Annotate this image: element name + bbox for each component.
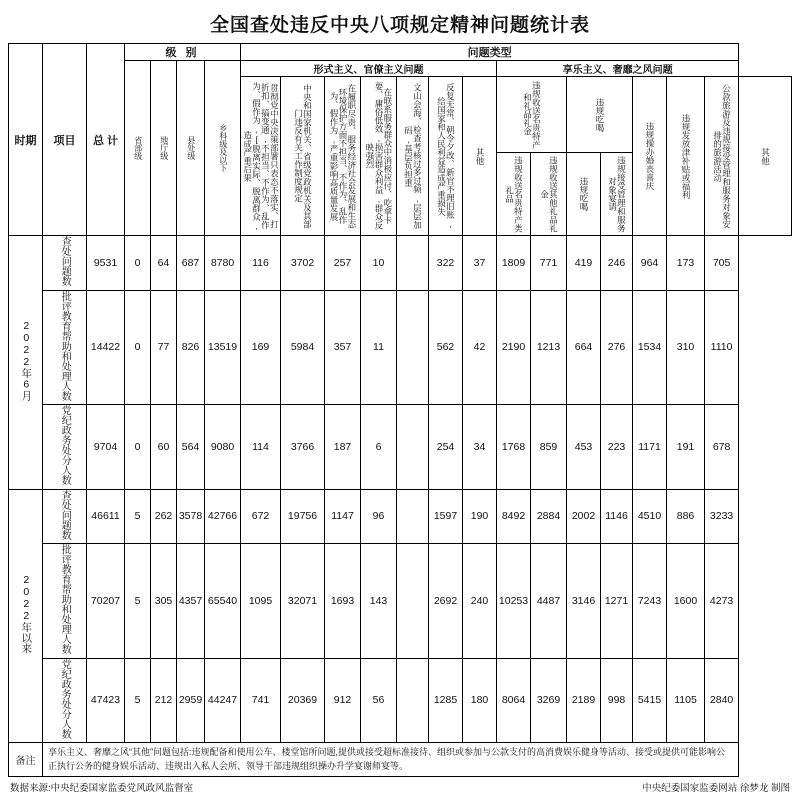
cell-level-4: 65540 [205,544,241,659]
cell-formalism-3: 187 [325,405,361,490]
footer [8,780,792,794]
cell-level-4: 44247 [205,658,241,743]
cell-formalism-2: 20369 [281,658,325,743]
cell-level-4: 9080 [205,405,241,490]
row-label: 党纪政务处分人数 [43,405,87,490]
cell-formalism-1: 1095 [241,544,281,659]
cell-formalism-2: 3766 [281,405,325,490]
note-row [9,743,792,777]
cell-total: 70207 [87,544,125,659]
cell-hedonism-7: 1105 [667,658,705,743]
row-label: 批评教育帮助和处理人数 [43,290,87,405]
cell-total: 9531 [87,236,125,291]
cell-formalism-3: 257 [325,236,361,291]
cell-hedonism-7: 173 [667,236,705,291]
cell-level-3: 3578 [177,489,205,544]
table-row [9,405,792,490]
cell-level-3: 4357 [177,544,205,659]
cell-level-1: 5 [125,544,151,659]
col-total: 总 计 [87,44,125,236]
cell-hedonism-1: 190 [463,489,497,544]
cell-hedonism-2: 1809 [497,236,531,291]
group-formalism: 形式主义、官僚主义问题 [241,61,497,77]
cell-formalism-2: 3702 [281,236,325,291]
cell-hedonism-2: 8064 [497,658,531,743]
cell-hedonism-6: 7243 [633,544,667,659]
cell-level-3: 564 [177,405,205,490]
cell-hedonism-4: 664 [567,290,601,405]
cell-hedonism-6: 1534 [633,290,667,405]
col-hedonism-gift: 违规收送名贵特产和礼品礼金 [497,77,567,153]
cell-level-2: 60 [151,405,177,490]
col-hedonism-sub-2: 违规收送其他礼品礼金 [531,153,567,236]
group-hedonism: 享乐主义、奢靡之风问题 [497,61,739,77]
cell-level-1: 0 [125,405,151,490]
cell-formalism-2: 19756 [281,489,325,544]
cell-formalism-4: 143 [361,544,397,659]
cell-total: 14422 [87,290,125,405]
col-hedonism-other: 其他 [739,77,792,236]
table-row [9,236,792,291]
cell-formalism-4: 96 [361,489,397,544]
table-row [9,544,792,659]
cell-hedonism-6: 4510 [633,489,667,544]
row-label: 查处问题数 [43,236,87,291]
cell-hedonism-4: 2002 [567,489,601,544]
cell-level-1: 0 [125,290,151,405]
statistics-table [8,43,792,777]
cell-hedonism-4: 2189 [567,658,601,743]
cell-formalism-other: 1285 [429,658,463,743]
cell-formalism-2: 32071 [281,544,325,659]
row-label: 查处问题数 [43,489,87,544]
cell-hedonism-4: 3146 [567,544,601,659]
cell-hedonism-3: 2884 [531,489,567,544]
col-hedonism-sub-3: 违规吃喝 [567,153,601,236]
cell-hedonism-5: 276 [601,290,633,405]
cell-hedonism-6: 1171 [633,405,667,490]
cell-formalism-5 [397,544,429,659]
cell-formalism-5 [397,405,429,490]
note-label: 备注 [9,743,43,777]
col-level-xiangke: 乡科级及以下 [205,61,241,236]
cell-formalism-other: 322 [429,236,463,291]
cell-level-2: 212 [151,658,177,743]
col-level-xianchu: 县处级 [177,61,205,236]
cell-hedonism-5: 1271 [601,544,633,659]
cell-level-2: 64 [151,236,177,291]
row-label: 党纪政务处分人数 [43,658,87,743]
cell-hedonism-4: 419 [567,236,601,291]
cell-level-3: 826 [177,290,205,405]
table-row [9,658,792,743]
header-row-1 [9,44,792,61]
page-title: 全国查处违反中央八项规定精神问题统计表 [209,14,590,36]
cell-formalism-other: 562 [429,290,463,405]
cell-formalism-4: 11 [361,290,397,405]
cell-level-2: 77 [151,290,177,405]
cell-formalism-4: 56 [361,658,397,743]
cell-formalism-5 [397,236,429,291]
col-formalism-1: 贯彻党中央决策部署只表态不落实、打折扣、搞变通,不担当、不作为、乱作为、假作为,[脱离实际、脱离群众,造成严重后果 [241,77,281,236]
col-formalism-5: 文山会海、检查考核过多过频,层层加码,基层负担重 [397,77,429,236]
cell-formalism-2: 5984 [281,290,325,405]
cell-hedonism-5: 246 [601,236,633,291]
period-cell: 2022年6月 [9,236,43,490]
cell-hedonism-8: 4273 [705,544,739,659]
cell-formalism-5 [397,658,429,743]
col-formalism-2: 中央和国家机关、省级党政机关及其部门违反有关工作制度规定 [281,77,325,236]
cell-level-1: 5 [125,658,151,743]
cell-hedonism-7: 1600 [667,544,705,659]
cell-hedonism-6: 5415 [633,658,667,743]
cell-formalism-5 [397,489,429,544]
cell-level-4: 8780 [205,236,241,291]
cell-level-1: 0 [125,236,151,291]
cell-formalism-other: 2692 [429,544,463,659]
cell-hedonism-8: 2840 [705,658,739,743]
cell-formalism-1: 741 [241,658,281,743]
cell-hedonism-7: 886 [667,489,705,544]
note-text: 享乐主义、奢靡之风“其他”问题包括:违规配备和使用公车、楼堂馆所问题,提供或接受超标准接待、组织或参加与公款支付的高消费娱乐健身等活动、接受或提供可能影响公正执行公务的健身娱乐活动、违规出入私人会所、领导干部违规组织操办升学宴谢师宴等。 [43,743,739,777]
cell-hedonism-7: 310 [667,290,705,405]
col-formalism-4: 在联系服务群众中消极应付、吃拿卡要、庸俗低效,损害群众利益,群众反映强烈 [361,77,397,236]
cell-hedonism-5: 1146 [601,489,633,544]
cell-formalism-5 [397,290,429,405]
cell-hedonism-2: 2190 [497,290,531,405]
cell-level-2: 262 [151,489,177,544]
col-formalism-3: 在履职尽责、服务经济社会发展和生态环境保护方面不担当、不作为、乱作为、假作为,严重影响高质量发展 [325,77,361,236]
cell-formalism-3: 1147 [325,489,361,544]
cell-hedonism-3: 4487 [531,544,567,659]
cell-formalism-1: 169 [241,290,281,405]
col-level-sheng: 省部级 [125,61,151,236]
cell-formalism-3: 1693 [325,544,361,659]
cell-hedonism-1: 34 [463,405,497,490]
cell-formalism-3: 357 [325,290,361,405]
cell-hedonism-7: 191 [667,405,705,490]
header-row-2 [9,61,792,77]
group-problem-type: 问题类型 [241,44,739,61]
cell-hedonism-3: 771 [531,236,567,291]
group-level: 级 别 [125,44,241,61]
cell-level-1: 5 [125,489,151,544]
cell-hedonism-2: 8492 [497,489,531,544]
cell-hedonism-8: 3233 [705,489,739,544]
cell-level-3: 2959 [177,658,205,743]
col-level-diting: 地厅级 [151,61,177,236]
data-source: 数据来源:中央纪委国家监委党风政风监督室 [10,783,194,794]
col-hedonism-sub-1: 违规收送名贵特产类礼品 [497,153,531,236]
cell-formalism-1: 116 [241,236,281,291]
cell-formalism-1: 672 [241,489,281,544]
cell-hedonism-1: 240 [463,544,497,659]
cell-hedonism-8: 678 [705,405,739,490]
table-row [9,489,792,544]
col-formalism-other: 其他 [463,77,497,236]
row-label: 批评教育帮助和处理人数 [43,544,87,659]
cell-total: 9704 [87,405,125,490]
col-item: 项目 [43,44,87,236]
cell-hedonism-1: 37 [463,236,497,291]
col-hedonism-travel: 公款旅游及违规接受管理和服务对象安排的旅游活动 [705,77,739,236]
cell-hedonism-3: 1213 [531,290,567,405]
col-hedonism-dining: 违规吃喝 [567,77,633,153]
cell-formalism-4: 6 [361,405,397,490]
cell-total: 47423 [87,658,125,743]
col-hedonism-allowance: 违规发放津补贴或福利 [667,77,705,236]
period-cell: 2022年以来 [9,489,43,743]
cell-hedonism-1: 42 [463,290,497,405]
cell-hedonism-4: 453 [567,405,601,490]
cell-hedonism-1: 180 [463,658,497,743]
cell-total: 46611 [87,489,125,544]
credit: 中央纪委国家监委网站 徐梦龙 制图 [642,783,790,794]
col-hedonism-ceremony: 违规操办婚丧喜庆 [633,77,667,236]
cell-formalism-3: 912 [325,658,361,743]
cell-hedonism-2: 10253 [497,544,531,659]
cell-level-4: 42766 [205,489,241,544]
cell-hedonism-8: 1110 [705,290,739,405]
cell-hedonism-3: 859 [531,405,567,490]
cell-level-2: 305 [151,544,177,659]
cell-hedonism-5: 223 [601,405,633,490]
cell-level-4: 13519 [205,290,241,405]
cell-hedonism-5: 998 [601,658,633,743]
cell-hedonism-8: 705 [705,236,739,291]
cell-formalism-1: 114 [241,405,281,490]
table-row [9,290,792,405]
cell-level-3: 687 [177,236,205,291]
cell-formalism-other: 254 [429,405,463,490]
col-period: 时期 [9,44,43,236]
cell-hedonism-2: 1768 [497,405,531,490]
col-formalism-6: 反复无常、朝令夕改、新官不理旧账,给国家和人民利益造成严重损失 [429,77,463,236]
cell-hedonism-3: 3269 [531,658,567,743]
cell-formalism-other: 1597 [429,489,463,544]
cell-formalism-4: 10 [361,236,397,291]
cell-hedonism-6: 964 [633,236,667,291]
col-hedonism-sub-4: 违规接受管理和服务对象宴请 [601,153,633,236]
